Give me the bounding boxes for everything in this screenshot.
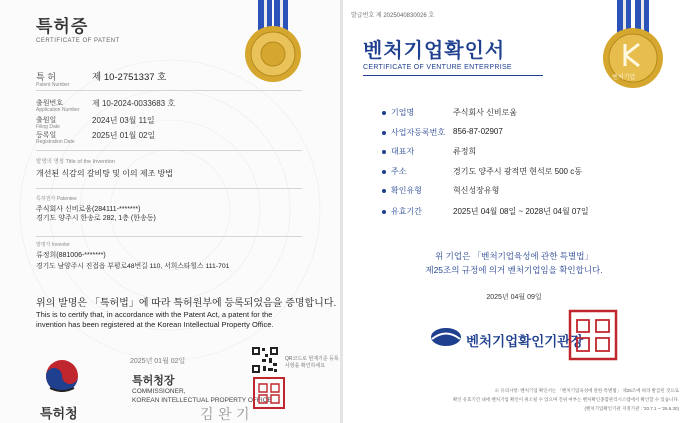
gold-seal-emblem — [242, 0, 306, 88]
footnote-3: (벤처기업확인기관 지정기관 : '20.7.1 ~ '26.6.30) — [584, 406, 679, 411]
divider — [36, 150, 302, 151]
patentee-line-2: 경기도 양주시 한송로 282, 1층 (한송동) — [36, 215, 156, 222]
bullet-icon — [382, 210, 386, 214]
invention-label-ko: 발명의 명칭 — [36, 159, 65, 165]
kipo-name: 특허청 — [40, 406, 78, 421]
declaration-line-2: 제25조의 규정에 의거 벤처기업임을 확인합니다. — [425, 265, 603, 275]
invention-title: 개선된 식감의 갈비탕 및 이의 제조 방법 — [36, 169, 173, 178]
qr-code-icon[interactable] — [251, 346, 279, 374]
application-number: 제 10-2024-0033683 호 — [92, 99, 176, 108]
patent-number-sublabel: Patent Number — [36, 82, 70, 88]
field-label-address: 주소 — [391, 167, 407, 176]
taegeuk-logo-icon — [44, 358, 80, 398]
application-number-label: 출원번호 — [36, 100, 64, 107]
declaration-line-1: 위 기업은 「벤처기업육성에 관한 특별법」 — [435, 251, 593, 261]
venture-gold-badge — [601, 0, 667, 96]
inventor-label — [36, 241, 70, 248]
patent-subtitle: CERTIFICATE OF PATENT — [36, 38, 120, 44]
patentee-label — [36, 195, 77, 202]
divider — [36, 188, 302, 189]
filing-date-sublabel: Filing Date — [36, 124, 60, 130]
field-label-validity: 유효기간 — [391, 207, 422, 216]
commissioner-signature: 김 완 기 — [200, 407, 250, 423]
venture-title: 벤처기업확인서 — [363, 40, 506, 62]
field-value-company: 주식회사 신비로움 — [453, 108, 518, 117]
bullet-icon — [382, 170, 386, 174]
filing-date: 2024년 03월 11일 — [92, 116, 155, 125]
application-number-sublabel: Application Number — [36, 107, 80, 113]
divider — [36, 236, 302, 237]
bullet-icon — [382, 150, 386, 154]
patent-title: 특허증 — [36, 17, 89, 36]
invention-label-en: Title of the Invention — [65, 159, 115, 165]
qr-caption: QR코드로 현재기준 등록사항을 확인하세요 — [285, 356, 339, 369]
invention-label — [36, 157, 115, 165]
bullet-icon — [382, 189, 386, 193]
inventor-line-2: 경기도 남양주시 진접읍 부평로48번길 110, 서희스타힐스 111-701 — [36, 263, 230, 270]
field-label-company: 기업명 — [391, 108, 415, 117]
bullet-icon — [382, 111, 386, 115]
inventor-label-en: Inventor — [51, 242, 70, 248]
venture-organization: 벤처기업확인기관장 — [466, 334, 584, 349]
venture-emblem-icon — [429, 326, 463, 348]
official-red-seal — [252, 376, 286, 410]
field-value-validity: 2025년 04월 08일 ~ 2028년 04월 07일 — [453, 207, 589, 216]
commissioner-english-2: KOREAN INTELLECTUAL PROPERTY OFFICE — [132, 397, 272, 404]
inventor-label-ko: 발명자 — [36, 242, 51, 248]
commissioner-title: 특허청장 — [132, 375, 175, 387]
issue-number: 발급번호 제 2025040830026 호 — [351, 13, 435, 19]
patentee-label-ko: 특허권자 — [36, 196, 56, 202]
badge-label: 벤처기업 — [612, 75, 636, 81]
footnote-1: ※ 유의사항: 벤처기업 확인서는 「벤처기업육성에 관한 특별법」 제25조에 따라 발급된 것으로 — [494, 388, 679, 393]
field-label-business-number: 사업자등록번호 — [391, 128, 446, 137]
commissioner-english-1: COMMISSIONER, — [132, 388, 186, 395]
filing-date-label: 출원일 — [36, 117, 57, 124]
field-value-representative: 류정희 — [453, 147, 477, 156]
patentee-line-1: 주식회사 신비로움(284111-*******) — [36, 206, 141, 213]
footnote-2: 확인 유효기간 내에 벤처기업 확인이 취소될 수 있으며 진위 여부는 벤처확인종합관리시스템에서 확인할 수 있습니다. — [452, 397, 679, 402]
divider — [36, 90, 302, 91]
field-label-type: 확인유형 — [391, 186, 422, 195]
venture-certificate — [343, 0, 685, 423]
patentee-label-en: Patentee — [56, 196, 77, 202]
registration-date-sublabel: Registration Date — [36, 139, 75, 145]
title-underline — [363, 75, 543, 76]
field-value-business-number: 856-87-02907 — [453, 127, 503, 136]
venture-subtitle: CERTIFICATE OF VENTURE ENTERPRISE — [363, 64, 512, 71]
statement-korean: 위의 발명은 「특허법」에 따라 특허원부에 등록되었음을 증명합니다. — [36, 298, 337, 309]
patent-number: 제 10-2751337 호 — [92, 72, 167, 83]
venture-date: 2025년 04월 09일 — [486, 294, 542, 301]
field-value-type: 혁신성장유형 — [453, 186, 500, 195]
patent-certificate — [0, 0, 340, 423]
certificate-date: 2025년 01월 02일 — [130, 358, 186, 365]
field-label-representative: 대표자 — [391, 147, 415, 156]
bullet-icon — [382, 131, 386, 135]
inventor-line-1: 류정희(881006-*******) — [36, 252, 106, 259]
registration-date: 2025년 01월 02일 — [92, 131, 156, 140]
venture-red-seal — [567, 308, 619, 362]
statement-english-2: invention has been registered at the Korean Intellectual Property Office. — [36, 320, 274, 329]
registration-date-label: 등록일 — [36, 132, 57, 139]
statement-english-1: This is to certify that, in accordance with the Patent Act, a patent for the — [36, 310, 273, 319]
field-value-address: 경기도 양주시 광적면 현석로 500 c동 — [453, 167, 582, 176]
patent-number-label: 특 허 — [36, 72, 56, 82]
